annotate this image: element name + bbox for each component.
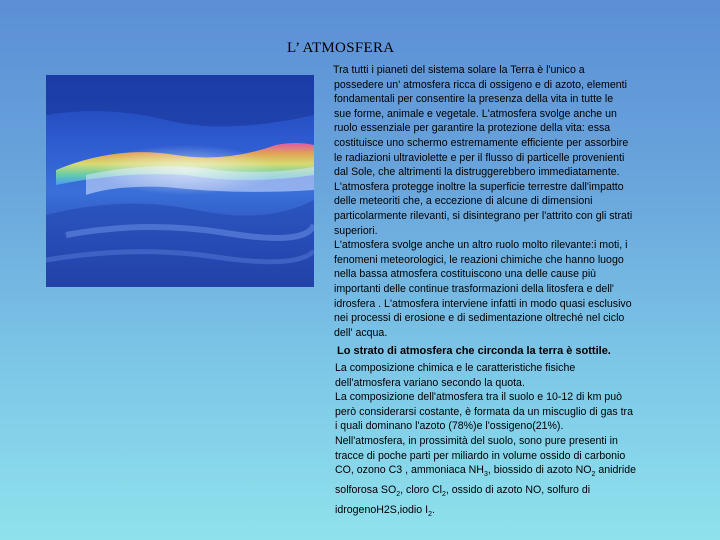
text-fragment: idrogenoH2S,iodio I xyxy=(335,503,429,516)
text-line: La composizione dell'atmosfera tra il suolo e 10-12 di km può xyxy=(335,391,623,404)
text-line xyxy=(335,483,680,503)
text-line: dell' acqua. xyxy=(334,326,388,339)
text-line: delle meteoriti che, a eccezione di alcune di dimensioni xyxy=(334,195,593,208)
text-line: sue forme, animale e vegetale. L'atmosfera svolge anche un xyxy=(334,107,617,120)
text-fragment: solforosa SO xyxy=(335,483,397,496)
text-line: però considerarsi costante, è formata da un miscuglio di gas tra xyxy=(335,405,633,418)
text-line: Nell'atmosfera, in prossimità del suolo, sono pure presenti in xyxy=(335,434,618,447)
text-fragment: , ossido di azoto NO, solfuro di xyxy=(445,483,591,496)
text-line: dal Sole, che altrimenti la distruggerebbero immediatamente. xyxy=(334,166,620,179)
slide-title: L’ ATMOSFERA xyxy=(287,40,395,56)
text-fragment: anidride xyxy=(595,464,637,477)
text-line: L'atmosfera svolge anche un altro ruolo molto rilevante:i moti, i xyxy=(334,239,628,252)
text-line xyxy=(335,463,680,483)
subscript: 2 xyxy=(441,490,446,498)
text-line: particolarmente rilevanti, si disintegrano per l'attrito con gli strati xyxy=(334,209,633,222)
text-line: ruolo essenziale per garantire la protezione della vita: essa xyxy=(334,122,611,135)
text-line: fondamentali per consentire la presenza della vita in tutte le xyxy=(334,93,614,106)
text-line: idrosfera . L'atmosfera interviene infatti in modo quasi esclusivo xyxy=(334,297,632,310)
text-line: costituisce uno schermo estremamente efficiente per assorbire xyxy=(334,136,629,149)
text-line: superiori. xyxy=(334,224,378,237)
subscript: 2 xyxy=(428,510,432,518)
text-line: nei processi di erosione e di sedimentazione oltreché nel ciclo xyxy=(334,312,625,325)
text-fragment: . xyxy=(431,503,435,516)
text-line: Tra tutti i pianeti del sistema solare la Terra è l'unico a xyxy=(333,64,585,76)
text-line: importanti delle continue trasformazioni della litosfera e dell' xyxy=(334,282,614,295)
text-line: le radiazioni ultraviolette e per il flusso di particelle provenienti xyxy=(334,151,625,164)
subscript: 2 xyxy=(591,471,596,479)
text-line: La composizione chimica e le caratteristiche fisiche xyxy=(335,362,576,374)
section-heading: Lo strato di atmosfera che circonda la terra è sottile. xyxy=(337,345,611,357)
text-line: possedere un' atmosfera ricca di ossigeno e di azoto, elementi xyxy=(334,78,627,91)
subscript: 3 xyxy=(483,471,488,479)
text-line: fenomeni meteorologici, le reazioni chimiche che hanno luogo xyxy=(334,253,624,266)
iridescent-cloud-photo xyxy=(46,75,314,287)
text-line: tracce di poche parti per miliardo in volume ossido di carbonio xyxy=(335,449,626,462)
text-line: dell'atmosfera variano secondo la quota. xyxy=(335,376,525,389)
text-fragment: CO, ozono C3 , ammoniaca NH xyxy=(335,464,484,477)
paragraph-composition xyxy=(335,361,680,522)
text-fragment: , biossido di azoto NO xyxy=(487,464,592,477)
text-line xyxy=(335,503,680,523)
subscript: 2 xyxy=(396,490,401,498)
text-line: nella bassa atmosfera costituiscono una delle cause più xyxy=(334,268,597,281)
text-fragment: , cloro Cl xyxy=(400,483,442,496)
text-line: L'atmosfera protegge inoltre la superficie terrestre dall'impatto xyxy=(334,180,624,193)
text-line: i quali dominano l'azoto (78%)e l'ossigeno(21%). xyxy=(335,420,564,433)
paragraph-atmosphere-role xyxy=(333,63,678,340)
